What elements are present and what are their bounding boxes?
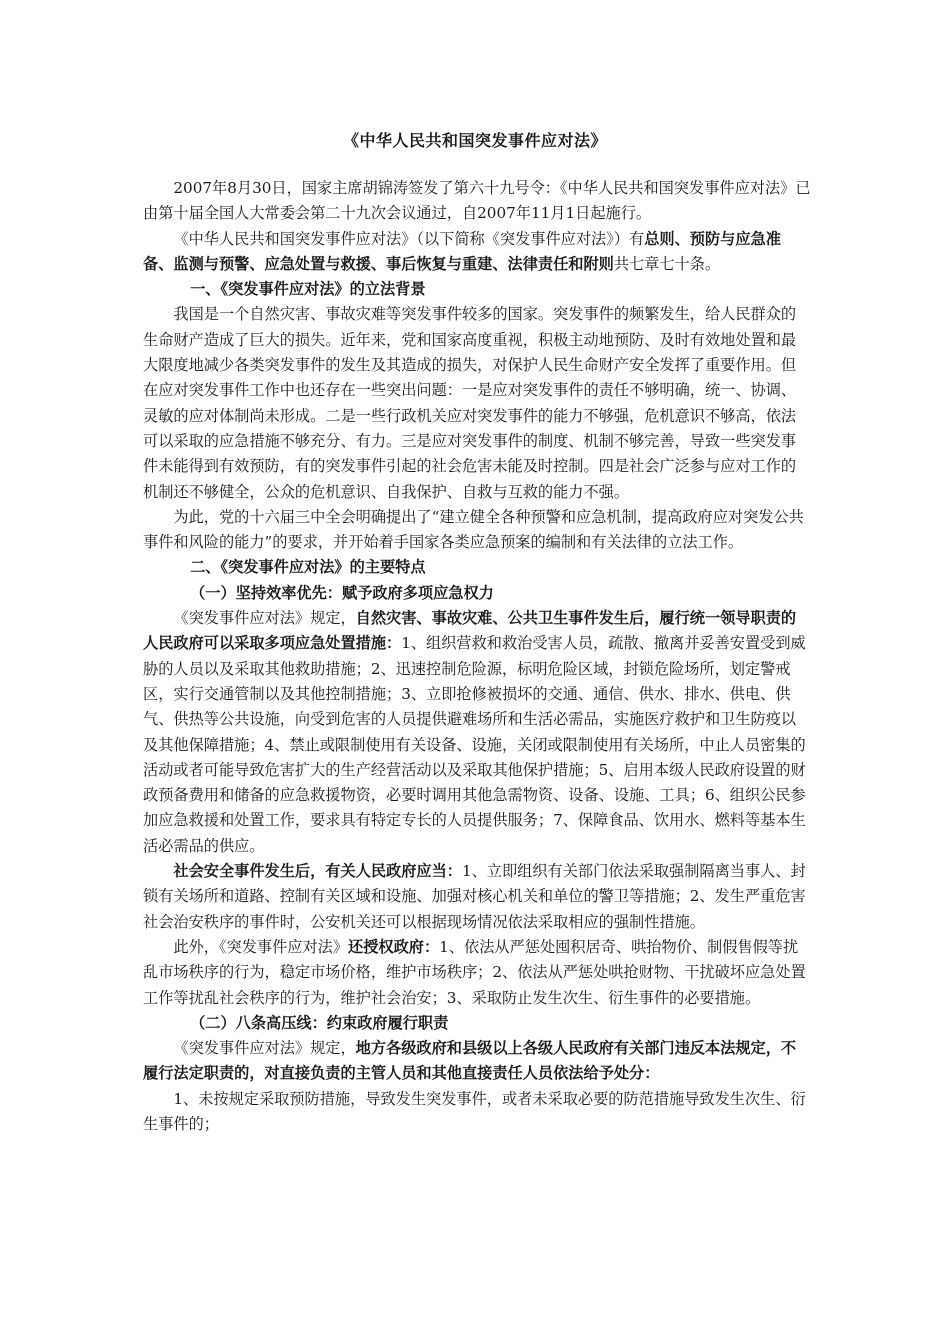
text-run: 1、组织营救和救治受害人员，疏散、撤离并妥善安置受到威胁的人员以及采取其他救助措施；2、迅速控制危险源，标明危险区域，封锁危险场所，划定警戒区，实行交通管制以及其他控制措施；3、立即抢修被损坏的交通、通信、供水、排水、供电、供气、供热等公共设施，向受到危害的人员提供避难场所和生活必需品，实施医疗救护和卫生防疫以及其他保障措施；4、禁止或限制使用有关设备、设施，关闭或限制使用有关场所，中止人员密集的活动或者可能导致危害扩大的生产经营活动以及采取其他保护措施；5、启用本级人民政府设置的财政预备费用和储备的应急救援物资，必要时调用其他急需物资、设备、设施、工具；6、组织公民参加应急救援和处置工作，要求具有特定专长的人员提供服务；7、保障食品、饮用水、燃料等基本生活必需品的供应。 [143,634,806,855]
paragraph-intro: 2007年8月30日，国家主席胡锦涛签发了第六十九号令：《中华人民共和国突发事件应对法》已由第十届全国人大常委会第二十九次会议通过，自2007年11月1日起施行。 [143,179,811,223]
paragraph-emergency-powers [143,606,811,859]
paragraph-authorization [143,935,811,1011]
paragraph-social-security [143,859,811,935]
section-heading-2: 二、《突发事件应对法》的主要特点 [190,558,426,577]
paragraph-policy: 为此，党的十六届三中全会明确提出了“建立健全各种预警和应急机制，提高政府应对突发公共事件和风险的能力”的要求，并开始着手国家各类应急预案的编制和有关法律的立法工作。 [143,507,804,552]
document-body [143,176,811,1137]
section-heading-1: 一、《突发事件应对法》的立法背景 [190,280,426,299]
bold-text: 总则、预防与应急准备、监测与预警、应急处置与救援、事后恢复与重建、法律责任和附则 [143,229,781,273]
bold-text: 社会安全事件发生后，有关人民政府应当： [173,862,462,881]
bold-text: 还授权政府： [348,937,440,956]
text-run: 《突发事件应对法》规定， [173,1039,356,1058]
text-run: 此外，《突发事件应对法》 [173,937,349,956]
text-run: 《中华人民共和国突发事件应对法》（以下简称《突发事件应对法》）有 [173,229,645,248]
bold-text: 自然灾害、事故灾难、公共卫生事件发生后，履行统一领导职责的人民政府可以采取多项应急处置措施： [143,609,797,653]
text-run: 1、立即组织有关部门依法采取强制隔离当事人、封锁有关场所和道路、控制有关区域和设施、加强对核心机关和单位的警卫等措施；2、发生严重危害社会治安秩序的事件时，公安机关还可以根据现场情况依法采取相应的强制性措施。 [143,862,806,931]
paragraph-structure [143,227,811,278]
paragraph-background: 我国是一个自然灾害、事故灾难等突发事件较多的国家。突发事件的频繁发生，给人民群众的生命财产造成了巨大的损失。近年来，党和国家高度重视，积极主动地预防、及时有效地处置和最大限度地减少各类突发事件的发生及其造成的损失，对保护人民生命财产安全发挥了重要作用。但在应对突发事件工作中也还存在一些突出问题：一是应对突发事件的责任不够明确，统一、协调、灵敏的应对体制尚未形成。二是一些行政机关应对突发事件的能力不够强，危机意识不够高，依法可以采取的应急措施不够充分、有力。三是应对突发事件的制度、机制不够完善，导致一些突发事件未能得到有效预防，有的突发事件引起的社会危害未能及时控制。四是社会广泛参与应对工作的机制还不够健全，公众的危机意识、自我保护、自救与互救的能力不强。 [143,305,797,501]
document-title: 《中华人民共和国突发事件应对法》 [342,131,607,150]
subsection-heading-2: （二）八条高压线：约束政府履行职责 [190,1013,449,1032]
text-run: 1、依法从严惩处囤积居奇、哄抬物价、制假售假等扰乱市场秩序的行为，稳定市场价格，维护市场秩序；2、依法从严惩处哄抢财物、干扰破坏应急处置工作等扰乱社会秩序的行为，维护社会治安；3、采取防止发生次生、衍生事件的必要措施。 [143,937,806,1007]
bold-text: 地方各级政府和县级以上各级人民政府有关部门违反本法规定，不履行法定职责的，对直接负责的主管人员和其他直接责任人员依法给予处分： [143,1039,797,1083]
subsection-heading-1: （一）坚持效率优先：赋予政府多项应急权力 [190,583,494,602]
text-run: 共七章七十条。 [613,254,721,273]
paragraph-item-1: 1、未按规定采取预防措施，导致发生突发事件，或者未采取必要的防范措施导致发生次生、衍生事件的； [143,1089,806,1133]
paragraph-responsibility [143,1036,811,1087]
text-run: 《突发事件应对法》规定， [173,609,356,628]
